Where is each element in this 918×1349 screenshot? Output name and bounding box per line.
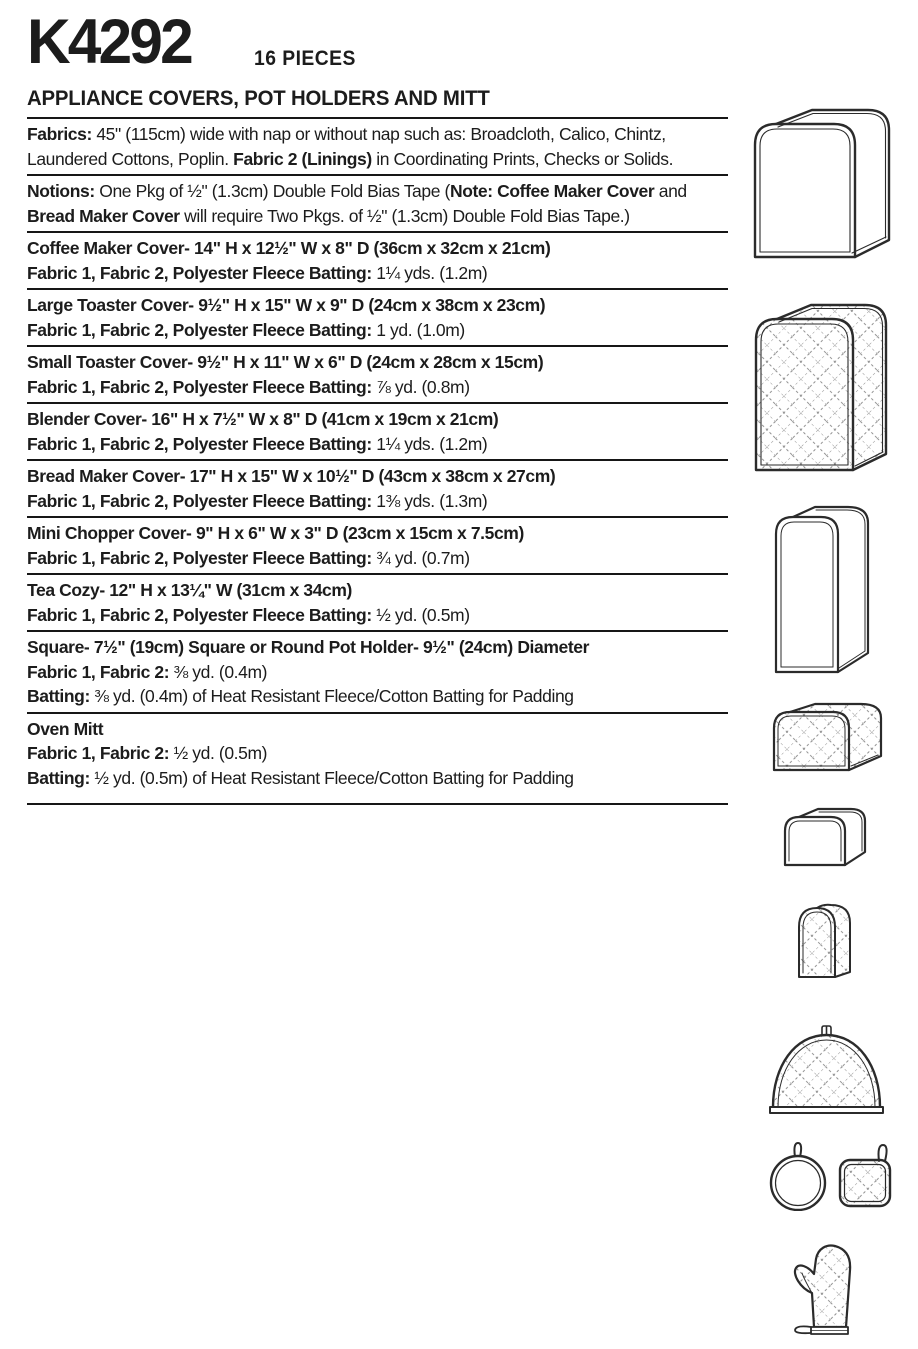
spec-line: Fabric 1, Fabric 2: ½ yd. (0.5m) bbox=[27, 743, 268, 763]
item-title: Blender Cover- 16" H x 7½" W x 8" D (41cm x 19cm x 21cm) bbox=[27, 409, 499, 429]
oven-mitt-illustration bbox=[788, 1243, 856, 1335]
appliance-cover-icon bbox=[781, 804, 869, 870]
pieces-count: 16 PIECES bbox=[253, 47, 356, 70]
item-title: Tea Cozy- 12" H x 13¼" W (31cm x 34cm) bbox=[27, 580, 352, 600]
item-title: Oven Mitt bbox=[27, 718, 104, 739]
item-title: Small Toaster Cover- 9½" H x 11" W x 6" D (24cm x 28cm x 15cm) bbox=[27, 352, 544, 372]
tea-cozy-illustration bbox=[766, 1024, 887, 1117]
appliance-cover-icon bbox=[748, 97, 894, 263]
item-title: Coffee Maker Cover- 14" H x 12½" W x 8" D (36cm x 32cm x 21cm) bbox=[27, 238, 551, 258]
coffee-maker-cover-illustration bbox=[748, 97, 894, 263]
spec-blocks bbox=[27, 117, 728, 805]
spec-line: Fabric 1, Fabric 2, Polyester Fleece Batting: ½ yd. (0.5m) bbox=[27, 604, 470, 625]
header bbox=[27, 7, 728, 77]
spec-line: Fabric 1, Fabric 2, Polyester Fleece Batting: ⅞ yd. (0.8m) bbox=[27, 376, 470, 397]
quilted-cover-icon bbox=[795, 902, 855, 981]
pot-holders-illustration bbox=[766, 1138, 896, 1211]
spec-line: Bread Maker Cover will require Two Pkgs. of ½" (1.3cm) Double Fold Bias Tape.) bbox=[27, 205, 630, 226]
spec-line: Fabric 1, Fabric 2: ⅜ yd. (0.4m) bbox=[27, 661, 268, 682]
item-title: Bread Maker Cover- 17" H x 15" W x 10½" D (43cm x 38cm x 27cm) bbox=[27, 466, 556, 486]
item-title: Mini Chopper Cover- 9" H x 6" W x 3" D (23cm x 15cm x 7.5cm) bbox=[27, 523, 524, 543]
spec-line: Batting: ⅜ yd. (0.4m) of Heat Resistant Fleece/Cotton Batting for Padding bbox=[27, 686, 574, 706]
text-column bbox=[27, 7, 728, 805]
quilted-cover-icon bbox=[750, 294, 891, 476]
spec-line: Fabric 1, Fabric 2, Polyester Fleece Batting: ¾ yd. (0.7m) bbox=[27, 547, 470, 568]
item-title: Large Toaster Cover- 9½" H x 15" W x 9" D (24cm x 38cm x 23cm) bbox=[27, 295, 546, 315]
bread-maker-cover-illustration bbox=[750, 294, 891, 476]
pot-holders-icon bbox=[766, 1138, 896, 1211]
item-blender-cover bbox=[27, 402, 728, 459]
small-toaster-cover-illustration bbox=[781, 804, 869, 870]
item-bread-maker-cover bbox=[27, 459, 728, 516]
quilted-tea-cozy-icon bbox=[766, 1024, 887, 1117]
spec-line: Laundered Cottons, Poplin. Fabric 2 (Linings) in Coordinating Prints, Checks or Solids. bbox=[27, 148, 674, 169]
page-title: APPLIANCE COVERS, POT HOLDERS AND MITT bbox=[27, 87, 490, 110]
spec-line: Batting: ½ yd. (0.5m) of Heat Resistant Fleece/Cotton Batting for Padding bbox=[27, 767, 574, 788]
fabrics-paragraph bbox=[27, 117, 728, 174]
item-title: Square- 7½" (19cm) Square or Round Pot Holder- 9½" (24cm) Diameter bbox=[27, 637, 590, 657]
mini-chopper-cover-illustration bbox=[795, 902, 855, 981]
large-toaster-cover-illustration bbox=[770, 698, 885, 775]
quilted-cover-icon bbox=[770, 698, 885, 775]
oven-mitt-icon bbox=[788, 1243, 856, 1335]
item-pot-holders bbox=[27, 630, 728, 712]
spec-line: Fabrics: 45" (115cm) wide with nap or without nap such as: Broadcloth, Calico, Chintz, bbox=[27, 124, 666, 144]
blender-cover-illustration bbox=[768, 500, 880, 678]
item-large-toaster-cover bbox=[27, 288, 728, 345]
spec-line: Fabric 1, Fabric 2, Polyester Fleece Batting: 1 yd. (1.0m) bbox=[27, 319, 465, 340]
appliance-cover-icon bbox=[768, 500, 880, 678]
spec-line: Fabric 1, Fabric 2, Polyester Fleece Batting: 1¼ yds. (1.2m) bbox=[27, 262, 488, 283]
item-mini-chopper-cover bbox=[27, 516, 728, 573]
spec-line: Fabric 1, Fabric 2, Polyester Fleece Batting: 1⅜ yds. (1.3m) bbox=[27, 490, 488, 511]
notions-paragraph bbox=[27, 174, 728, 231]
spec-line: Notions: One Pkg of ½" (1.3cm) Double Fold Bias Tape (Note: Coffee Maker Cover and bbox=[27, 181, 687, 201]
spec-line: Fabric 1, Fabric 2, Polyester Fleece Batting: 1¼ yds. (1.2m) bbox=[27, 433, 488, 454]
item-coffee-maker-cover bbox=[27, 231, 728, 288]
pattern-number: K4292 bbox=[27, 7, 191, 77]
item-small-toaster-cover bbox=[27, 345, 728, 402]
item-tea-cozy bbox=[27, 573, 728, 630]
item-oven-mitt bbox=[27, 712, 728, 804]
